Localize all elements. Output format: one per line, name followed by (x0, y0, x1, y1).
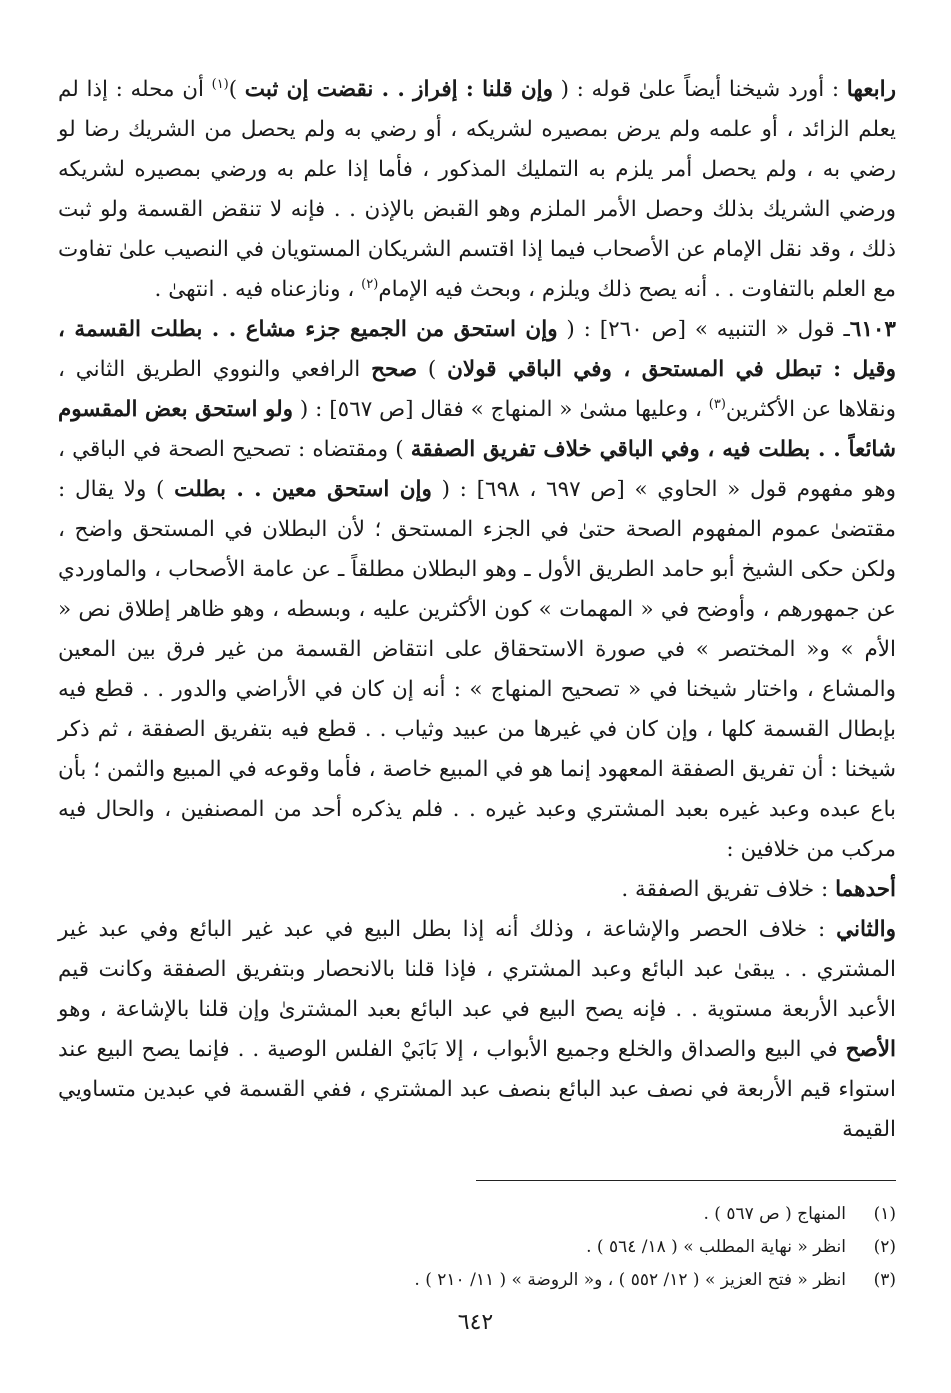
text-segment: أن محله : إذا لم يعلم الزائد ، أو علمه ولم يرض بمصيره لشريكه ، أو رضي به ولم يحصل من الشريك رضا لو رضي به ، ولم يحصل أمر يلزم به التمليك المذكور ، فأما إذا علم به ورضي بمصيره لشريكه ورضي الشريك بذلك وحصل الأمر الملزم وهو القبض بالإذن . . فإنه لا تنقض القسمة ولو ثبت ذلك ، وقد نقل الإمام عن الأصحاب فيما إذا اقتسم الشريكان المستويان في النصيب علىٰ تفاوت مع العلم بالتفاوت . . أنه يصح ذلك ويلزم ، وبحث فيه الإمام (58, 77, 896, 302)
footnote-number: (٢) (873, 1237, 896, 1257)
footnote-separator (476, 1180, 896, 1181)
footnote-text: انظر « فتح العزيز » ( ١٢/ ٥٥٢ ) ، و« الروضة » ( ١١/ ٢١٠ ) . (414, 1270, 846, 1290)
text-segment: الرافعي والنووي الطريق الثاني ، ونقلاها عن الأكثرين (58, 357, 896, 422)
text-segment: ـ قول « التنبيه » [ص ٢٦٠] : ( (557, 317, 850, 342)
bold-text: ٦١٠٣ (849, 317, 896, 342)
footnote-text: المنهاج ( ص ٥٦٧ ) . (703, 1204, 846, 1224)
footnotes (58, 1198, 896, 1297)
paragraph (58, 870, 896, 910)
footnote-marker: (٣) (708, 396, 726, 412)
text-segment: : خلاف الحصر والإشاعة ، وذلك أنه إذا بطل البيع في عبد غير البائع وفي عبد غير المشتري . . يبقىٰ عبد البائع وعبد المشتري ، فإذا قلنا بالانحصار وبتفريق الصفقة وكانت قيم الأعبد الأربعة مستوية . . فإنه يصح البيع في عبد البائع بعبد المشترىٰ وإن قلنا بالإشاعة ، وهو (58, 917, 896, 1022)
bold-text: وإن استحق معين . . بطلت (174, 477, 432, 502)
bold-text: ولو استحق بعض المقسوم شائعاً . . بطلت فيه ، وفي الباقي خلاف تفريق الصفقة (58, 397, 896, 462)
bold-text: صحح (371, 357, 418, 382)
footnote (58, 1231, 896, 1264)
text-segment: ) ولا يقال : مقتضىٰ عموم المفهوم الصحة حتىٰ في الجزء المستحق ؛ لأن البطلان في المستحق واضح ، ولكن حكى الشيخ أبو حامد الطريق الأول ـ وهو البطلان مطلقاً ـ عن عامة الأصحاب ، والماوردي عن جمهورهم ، وأوضح في « المهمات » كون الأكثرين عليه ، وبسطه ، وهو ظاهر إطلاق نص « الأم » و« المختصر » في صورة الاستحقاق على انتقاض القسمة من غير فرق بين المعين والمشاع ، واختار شيخنا في « تصحيح المنهاج » : أنه إن كان في الأراضي والدور . . قطع فيه بإبطال القسمة كلها ، وإن كان في غيرها من عبيد وثياب . . قطع فيه بتفريق الصفقة ، ثم ذكر شيخنا : أن تفريق الصفقة المعهود إنما هو في المبيع خاصة ، فأما وقوعه في المبيع والثمن ؛ بأن باع عبده وعبد غيره بعبد المشتري وعبد غيره . . فلم يذكره أحد من المصنفين ، والحال فيه مركب من خلافين : (58, 477, 896, 862)
footnote-marker: (٢) (361, 276, 379, 292)
footnote-number: (١) (873, 1204, 896, 1224)
footnote-number: (٣) (873, 1270, 896, 1290)
footnote-text: انظر « نهاية المطلب » ( ١٨/ ٥٦٤ ) . (586, 1237, 846, 1257)
text-segment: في البيع والصداق والخلع وجميع الأبواب ، إلا بَابَيْ الفلس الوصية . . فإنما يصح البيع عند استواء قيم الأربعة في نصف عبد البائع بنصف عبد المشتري ، ففي القسمة في عبدين متساويي القيمة (58, 1037, 896, 1142)
text-segment: ) (417, 357, 448, 382)
text-segment: ) ومقتضاه : تصحيح الصحة في الباقي ، وهو مفهوم قول « الحاوي » [ص ٦٩٧ ، ٦٩٨] : ( (58, 437, 896, 502)
paragraph (58, 70, 896, 310)
bold-text: والثاني (836, 917, 896, 942)
bold-text: الأصح (845, 1037, 896, 1062)
text-segment: : أورد شيخنا أيضاً علىٰ قوله : ( (552, 77, 847, 102)
footnote (58, 1264, 896, 1297)
text-segment: ، ونازعناه فيه . انتهىٰ . (154, 277, 362, 302)
page-number: ٦٤٢ (457, 1310, 494, 1335)
footnote-marker: (١) (211, 76, 229, 92)
bold-text: رابعها (846, 77, 896, 102)
text-segment: ، وعليها مشىٰ « المنهاج » فقال [ص ٥٦٧] : ( (293, 397, 709, 422)
bold-text: وإن استحق من الجميع جزء مشاع . . بطلت القسمة ، وقيل : تبطل في المستحق ، وفي الباقي قولان (58, 317, 896, 382)
text-segment: ) (228, 77, 245, 102)
paragraph (58, 310, 896, 870)
main-text (58, 70, 896, 1150)
bold-text: وإن قلنا : إفراز . . نقضت إن ثبت (244, 77, 553, 102)
bold-text: أحدهما (835, 877, 896, 902)
paragraph (58, 910, 896, 1150)
footnote (58, 1198, 896, 1231)
text-segment: : خلاف تفريق الصفقة . (621, 877, 836, 902)
